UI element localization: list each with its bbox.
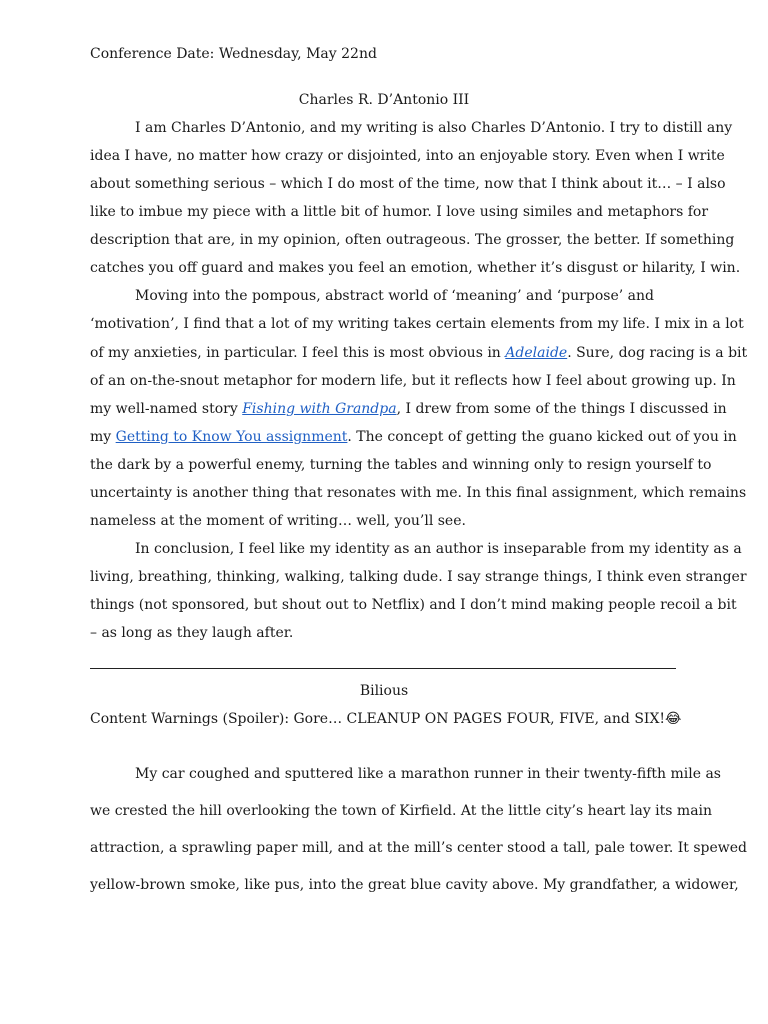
story-line: yellow-brown smoke, like pus, into the great blue cavity above. My grandfather, a widower,: [90, 877, 739, 893]
paragraph-line: living, breathing, thinking, walking, talking dude. I say strange things, I think even stranger: [90, 569, 747, 585]
getting-to-know-you-link[interactable]: Getting to Know You assignment: [115, 429, 348, 445]
paragraph-line: nameless at the moment of writing… well, you’ll see.: [90, 513, 466, 529]
paragraph-line: of an on-the-snout metaphor for modern life, but it reflects how I feel about growing up. In: [90, 373, 736, 389]
paragraph-line: like to imbue my piece with a little bit of humor. I love using similes and metaphors for: [90, 204, 709, 220]
paragraph-line: In conclusion, I feel like my identity as an author is inseparable from my identity as a: [135, 541, 742, 557]
paragraph-line: the dark by a powerful enemy, turning the tables and winning only to resign yourself to: [90, 457, 712, 473]
paragraph-line: catches you off guard and makes you feel an emotion, whether it’s disgust or hilarity, I win.: [90, 260, 741, 276]
paragraph-line: my Getting to Know You assignment. The concept of getting the guano kicked out of you in: [90, 429, 737, 445]
story-line: attraction, a sprawling paper mill, and at the mill’s center stood a tall, pale tower. It spewed: [90, 840, 748, 856]
adelaide-link[interactable]: Adelaide: [505, 345, 568, 361]
paragraph-line: Moving into the pompous, abstract world of ‘meaning’ and ‘purpose’ and: [135, 288, 654, 304]
laughing-emoji-icon: 😂: [665, 711, 682, 727]
paragraph-line: things (not sponsored, but shout out to Netflix) and I don’t mind making people recoil a bit: [90, 597, 737, 613]
paragraph-line: my well-named story Fishing with Grandpa, I drew from some of the things I discussed in: [90, 401, 727, 417]
paragraph-line: – as long as they laugh after.: [90, 625, 294, 641]
story-line: My car coughed and sputtered like a marathon runner in their twenty-fifth mile as: [135, 766, 721, 782]
fishing-with-grandpa-link[interactable]: Fishing with Grandpa: [242, 401, 397, 417]
paragraph-line: idea I have, no matter how crazy or disjointed, into an enjoyable story. Even when I write: [90, 148, 725, 164]
paragraph-line: ‘motivation’, I find that a lot of my writing takes certain elements from my life. I mix in a lot: [90, 316, 744, 332]
section-divider: [90, 668, 676, 669]
document-page: Conference Date: Wednesday, May 22nd Charles R. D’Antonio III I am Charles D’Antonio, and my writing is also Charles D’Antonio. I try to distill any idea I have, no matter how crazy or disjointed, into an enjoyable story. Even when I write about something serious – which I do most of the time, now that I think about it… – I also like to imbue my piece with a little bit of humor. I love using similes and metaphors for description that are, in my opinion, often outrageous. The grosser, the better. If something catches you off guard and makes you feel an emotion, whether it’s disgust or hilarity, I win. Moving into the pompous, abstract world of ‘meaning’ and ‘purpose’ and ‘motivation’, I find that a lot of my writing takes certain elements from my life. I mix in a lot of my anxieties, in particular. I feel this is most obvious in Adelaide. Sure, dog racing is a bit of an on-the-snout metaphor for modern life, but it reflects how I feel about growing up. In my well-named story Fishing with Grandpa, I drew from some of the things I discussed in my Getting to Know You assignment. The concept of getting the guano kicked out of you in the dark by a powerful enemy, turning the tables and winning only to resign yourself to uncertainty is another thing that resonates with me. In this final assignment, which remains nameless at the moment of writing… well, you’ll see. In conclusion, I feel like my identity as an author is inseparable from my identity as a living, breathing, thinking, walking, talking dude. I say strange things, I think even stranger things (not sponsored, but shout out to Netflix) and I don’t mind making people recoil a bit – as long as they laugh after. Bilious Content Warnings (Spoiler): Gore… CLEANUP ON PAGES FOUR, FIVE, and SIX!😂 My car coughed and sputtered like a marathon runner in their twenty-fifth mile as we crested the hill overlooking the town of Kirfield. At the little city’s heart lay its main attraction, a sprawling paper mill, and at the mill’s center stood a tall, pale tower. It spewed yellow-brown smoke, like pus, into the great blue cavity above. My grandfather, a widower,: [90, 46, 748, 893]
paragraph-line: about something serious – which I do most of the time, now that I think about it… – I also: [90, 176, 726, 192]
paragraph-line: uncertainty is another thing that resonates with me. In this final assignment, which remains: [90, 485, 747, 501]
paragraph-line: description that are, in my opinion, often outrageous. The grosser, the better. If something: [90, 232, 735, 248]
paragraph-line: I am Charles D’Antonio, and my writing is also Charles D’Antonio. I try to distill any: [135, 120, 733, 136]
story-line: we crested the hill overlooking the town of Kirfield. At the little city’s heart lay its main: [90, 803, 713, 819]
paragraph-line: of my anxieties, in particular. I feel this is most obvious in Adelaide. Sure, dog racing is a bit: [90, 345, 748, 361]
